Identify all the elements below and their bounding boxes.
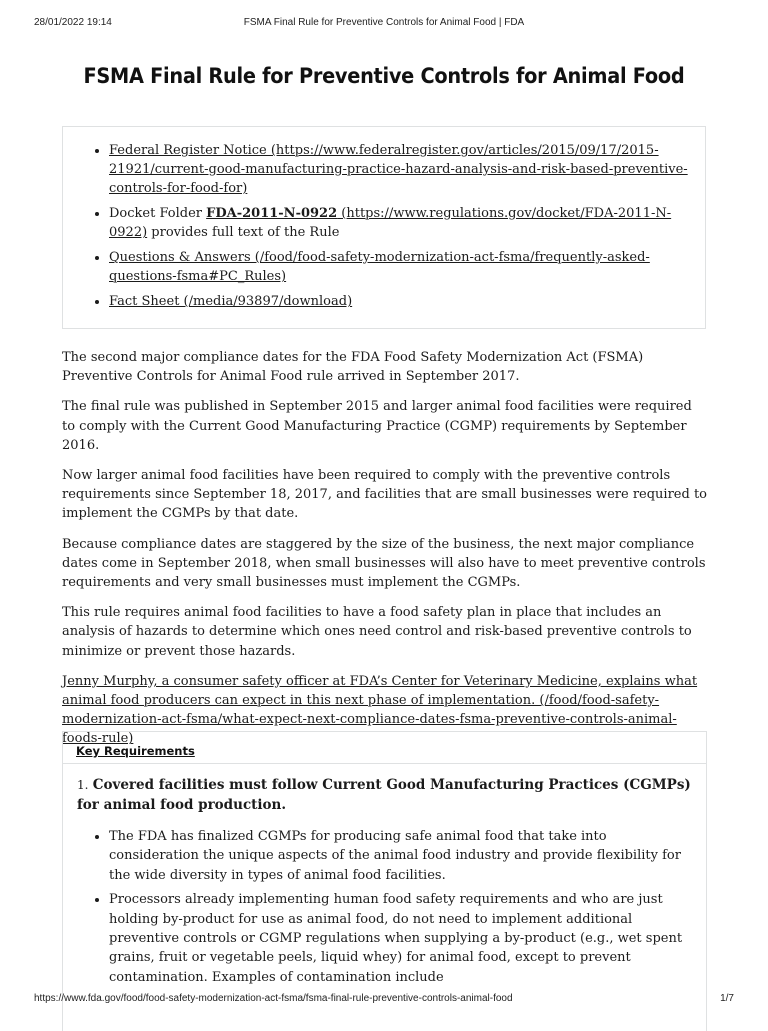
list-item bbox=[109, 141, 695, 198]
docket-url: (https://www.regulations.gov/docket/FDA-2011-N-0922) bbox=[109, 206, 672, 240]
list-item bbox=[109, 204, 695, 242]
paragraph: Now larger animal food facilities have been required to comply with the preventive controls requirements since September 18, 2017, and facilities that are small businesses were required to implement the CGMPs by that date. bbox=[62, 468, 708, 522]
page-number: 1/7 bbox=[720, 993, 734, 1004]
questions-answers-link[interactable]: Questions & Answers (/food/food-safety-modernization-act-fsma/frequently-asked-questions-fsma#PC_Rules) bbox=[109, 250, 650, 284]
requirement-bullets bbox=[63, 827, 696, 987]
requirement-text: Covered facilities must follow Current Good Manufacturing Practices (CGMPs) for animal food production. bbox=[77, 777, 691, 813]
list-item bbox=[109, 248, 695, 286]
key-requirements-box bbox=[62, 731, 707, 1031]
key-requirements-heading[interactable]: Key Requirements bbox=[76, 744, 195, 758]
key-requirements-header bbox=[63, 732, 706, 764]
related-links-list bbox=[63, 127, 705, 311]
article-body bbox=[62, 348, 708, 760]
requirement-number: 1. bbox=[77, 778, 89, 792]
list-item: • The FDA has finalized CGMPs for producing safe animal food that take into consideration the unique aspects of the animal food industry and provide flexibility for the wide diversity in types of animal food facilities. bbox=[109, 827, 696, 885]
paragraph: This rule requires animal food facilities to have a food safety plan in place that includes an analysis of hazards to determine which ones need control and risk-based preventive controls to minimize or prevent those hazards. bbox=[62, 605, 692, 659]
paragraph: The second major compliance dates for the FDA Food Safety Modernization Act (FSMA) Preventive Controls for Animal Food rule arrived in September 2017. bbox=[62, 350, 644, 385]
list-item bbox=[109, 292, 695, 311]
related-links-box bbox=[62, 126, 706, 329]
fact-sheet-link[interactable]: Fact Sheet (/media/93897/download) bbox=[109, 294, 353, 309]
list-item: • Processors already implementing human food safety requirements and who are just holding by-product for use as animal food, do not need to implement additional preventive controls or CGMP regulations when supplying a by-product (e.g., wet spent grains, fruit or vegetable peels, liquid whey) for animal food, except to prevent contamination. Examples of contamination include bbox=[109, 890, 696, 987]
requirement-title bbox=[77, 776, 692, 815]
page-title: FSMA Final Rule for Preventive Controls for Animal Food bbox=[83, 64, 685, 88]
print-header bbox=[0, 17, 768, 31]
docket-suffix: provides full text of the Rule bbox=[147, 225, 340, 240]
docket-id: FDA-2011-N-0922 bbox=[206, 206, 338, 221]
federal-register-link[interactable]: Federal Register Notice (https://www.federalregister.gov/articles/2015/09/17/2015-21921/current-good-manufacturing-practice-hazard-analysis-and-risk-based-preventive-controls-for-food-for) bbox=[109, 143, 688, 196]
print-page-title: FSMA Final Rule for Preventive Controls for Animal Food | FDA bbox=[243, 17, 525, 28]
jenny-murphy-link[interactable]: Jenny Murphy, a consumer safety officer at FDA’s Center for Veterinary Medicine, explains what animal food producers can expect in this next phase of implementation. (/food/food-safety-modernization-act-fsma/what-expect-next-compliance-dates-fsma-preventive-controls-animal-foods-rule) bbox=[62, 673, 698, 747]
paragraph: The final rule was published in September 2015 and larger animal food facilities were required to comply with the Current Good Manufacturing Practice (CGMP) requirements by September 2016. bbox=[62, 399, 692, 453]
paragraph: Because compliance dates are staggered by the size of the business, the next major compliance dates come in September 2018, when small businesses will also have to meet preventive controls requirements and very small businesses must implement the CGMPs. bbox=[62, 536, 706, 591]
print-footer bbox=[0, 993, 768, 1007]
docket-prefix: Docket Folder bbox=[109, 206, 207, 221]
print-url: https://www.fda.gov/food/food-safety-modernization-act-fsma/fsma-final-rule-preventive-controls-animal-food bbox=[34, 993, 513, 1004]
print-datetime: 28/01/2022 19:14 bbox=[34, 17, 112, 28]
